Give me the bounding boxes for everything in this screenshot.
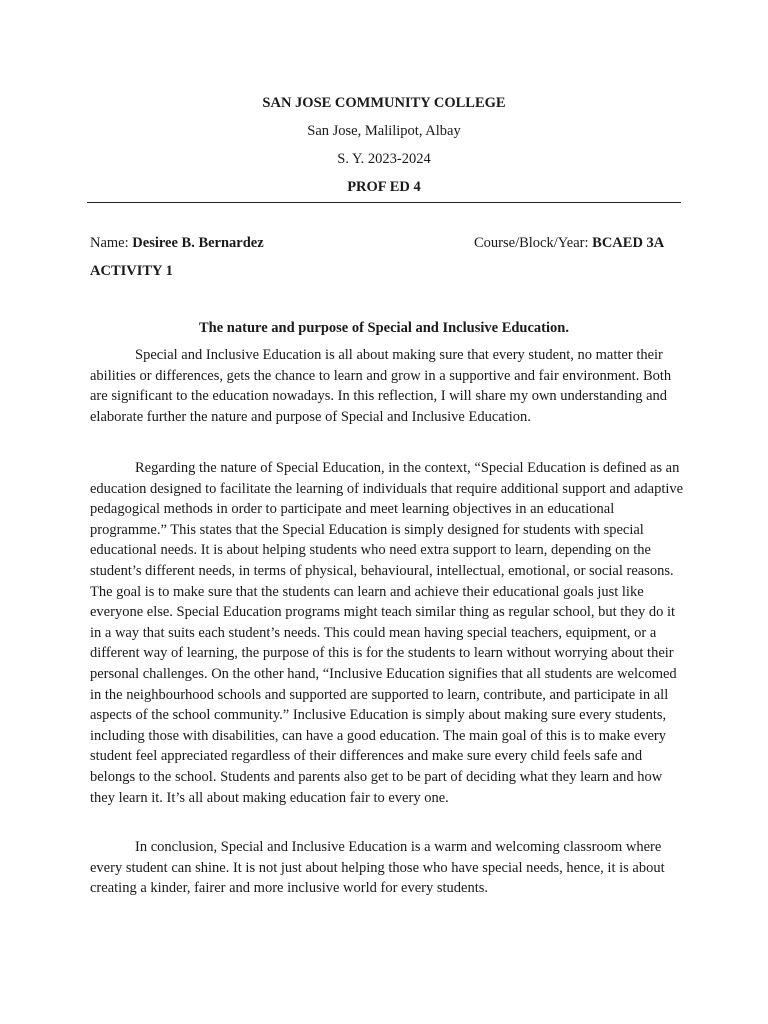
school-year: S. Y. 2023-2024 (337, 151, 431, 167)
student-name (90, 234, 264, 252)
name-label: Name: (90, 235, 133, 251)
essay-paragraph-intro: Special and Inclusive Education is all about making sure that every student, no matter their abilities or differences, gets the chance to learn and grow in a supportive and fair environment. Both are significant to the education nowadays. In this reflection, I will share my own understanding and elaborate further the nature and purpose of Special and Inclusive Education. (90, 347, 672, 425)
course-value: BCAED 3A (592, 235, 665, 251)
header-divider (87, 202, 681, 203)
essay-title: The nature and purpose of Special and Inclusive Education. (199, 320, 569, 336)
essay-paragraph-body: Regarding the nature of Special Education, in the context, “Special Education is defined as an education designed to facilitate the learning of individuals that require additional support and adaptive pedagogical methods in order to participate and meet learning objectives in an educational programme.” This states that the Special Education is simply designed for students with special educational needs. It is about helping students who need extra support to learn, depending on the student’s different needs, in terms of physical, behavioural, intellectual, emotional, or social reasons. The goal is to make sure that the students can learn and achieve their educational goals just like everyone else. Special Education programs might teach similar thing as regular school, but they do it in a way that suits each student’s needs. This could mean having special teachers, equipment, or a different way of learning, the purpose of this is for the students to learn without worrying about their personal challenges. On the other hand, “Inclusive Education signifies that all students are welcomed in the neighbourhood schools and supported are supported to learn, contribute, and participate in all aspects of the school community.” Inclusive Education is simply about making sure every students, including those with disabilities, can have a good education. The main goal of this is to make every student feel appreciated regardless of their differences and make sure every child feels safe and belongs to the school. Students and parents also get to be part of deciding what they learn and how they learn it. It’s all about making education fair to every one. (90, 460, 684, 806)
course-label: Course/Block/Year: (474, 235, 593, 251)
activity-label: ACTIVITY 1 (90, 263, 173, 279)
name-value: Desiree B. Bernardez (132, 235, 264, 251)
course-code: PROF ED 4 (347, 179, 421, 195)
institution-name: SAN JOSE COMMUNITY COLLEGE (262, 95, 506, 111)
student-course (474, 234, 664, 252)
essay-paragraph-conclusion: In conclusion, Special and Inclusive Education is a warm and welcoming classroom where every student can shine. It is not just about helping those who have special needs, hence, it is about creating a kinder, fairer and more inclusive world for every students. (90, 839, 665, 897)
institution-address: San Jose, Malilipot, Albay (307, 123, 461, 139)
